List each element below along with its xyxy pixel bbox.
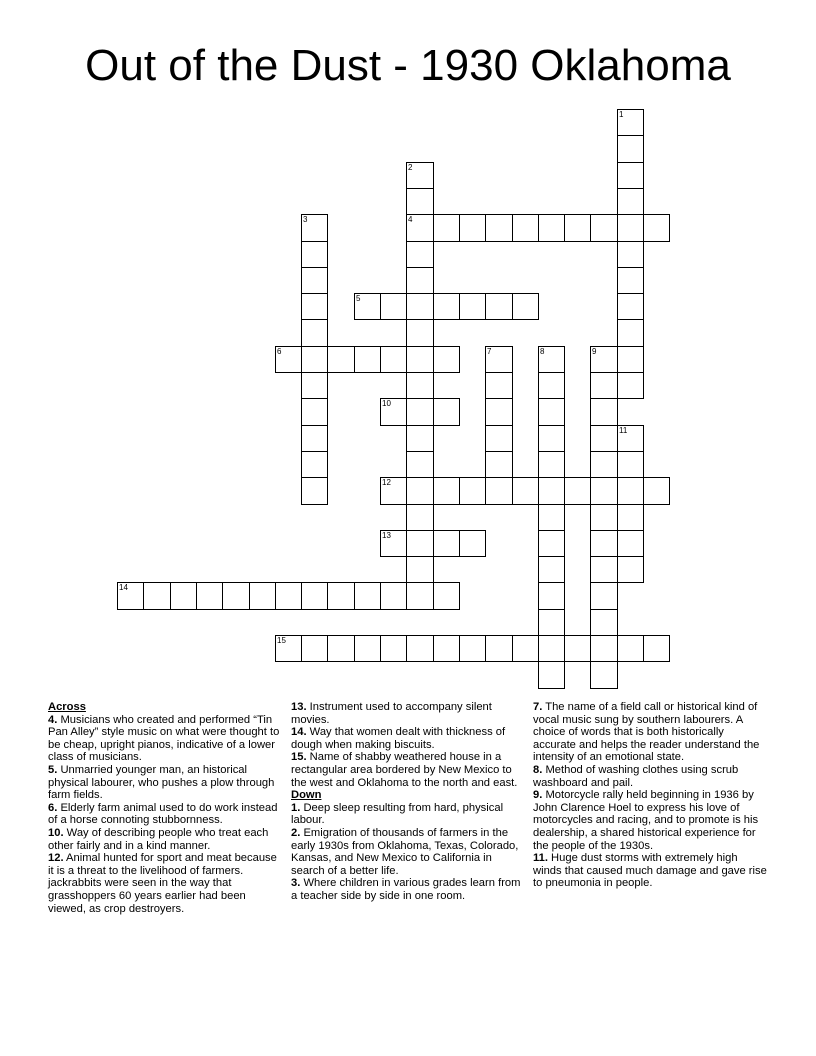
- grid-cell[interactable]: [301, 477, 328, 505]
- grid-cell[interactable]: [459, 477, 486, 505]
- grid-cell[interactable]: [406, 372, 434, 399]
- clue-number-label: 15: [277, 636, 286, 645]
- grid-cell[interactable]: [406, 425, 434, 452]
- grid-cell[interactable]: [117, 582, 144, 610]
- grid-cell[interactable]: [617, 504, 644, 531]
- grid-cell[interactable]: [433, 635, 460, 662]
- grid-cell[interactable]: [249, 582, 276, 610]
- clue-number-label: 7: [487, 347, 492, 356]
- clue-item: [291, 802, 527, 827]
- clue-text: Way of describing people who treat each other fairly and in a kind manner.: [48, 826, 269, 852]
- grid-cell[interactable]: [617, 635, 644, 662]
- clue-number: 5.: [48, 763, 58, 776]
- grid-cell[interactable]: [275, 582, 302, 610]
- grid-cell[interactable]: [485, 477, 513, 505]
- clue-list: [291, 802, 527, 903]
- grid-cell[interactable]: [380, 346, 407, 373]
- grid-cell[interactable]: [590, 582, 618, 610]
- grid-cell[interactable]: [380, 635, 407, 662]
- grid-cell[interactable]: [301, 293, 328, 320]
- grid-cell[interactable]: [406, 504, 434, 531]
- grid-cell[interactable]: [380, 293, 407, 320]
- clue-number-label: 8: [540, 347, 545, 356]
- grid-cell[interactable]: [485, 425, 513, 452]
- grid-cell[interactable]: [590, 346, 618, 373]
- clue-number-label: 10: [382, 399, 391, 408]
- grid-cell[interactable]: [406, 556, 434, 583]
- grid-cell[interactable]: [301, 582, 328, 610]
- grid-cell[interactable]: [406, 451, 434, 478]
- clue-list: [533, 701, 769, 890]
- grid-cell[interactable]: [590, 609, 618, 636]
- grid-cell[interactable]: [617, 477, 644, 505]
- clue-number: 7.: [533, 701, 543, 713]
- clue-number: 1.: [291, 801, 301, 814]
- clue-item: [48, 802, 284, 827]
- clue-number: 15.: [291, 751, 307, 764]
- grid-cell[interactable]: [406, 398, 434, 426]
- clue-item: [533, 852, 769, 890]
- clue-text: Motorcycle rally held beginning in 1936 by John Clarence Hoel to express his love of motorcycles and racing, and to promote is his dealership, a shared historical experience for the people of the 1930s.: [533, 789, 759, 852]
- grid-cell[interactable]: [617, 530, 644, 557]
- grid-cell[interactable]: [433, 582, 460, 610]
- grid-cell[interactable]: [590, 635, 618, 662]
- grid-cell[interactable]: [564, 477, 591, 505]
- clue-number-label: 2: [408, 163, 413, 172]
- grid-cell[interactable]: [354, 346, 381, 373]
- clue-text: Method of washing clothes using scrub washboard and pail.: [533, 763, 739, 789]
- clue-number: 4.: [48, 713, 58, 726]
- grid-cell[interactable]: [301, 241, 328, 268]
- clue-item: [48, 827, 284, 852]
- grid-cell[interactable]: [538, 582, 565, 610]
- clue-text: Huge dust storms with extremely high winds that caused much damage and gave rise to pneumonia in people.: [533, 852, 767, 890]
- clue-item: [291, 877, 527, 902]
- grid-cell[interactable]: [590, 661, 618, 689]
- grid-cell[interactable]: [538, 398, 565, 426]
- grid-cell[interactable]: [643, 477, 670, 505]
- grid-cell[interactable]: [406, 267, 434, 294]
- grid-cell[interactable]: [354, 293, 381, 320]
- clue-number: 12.: [48, 852, 64, 865]
- grid-cell[interactable]: [590, 372, 618, 399]
- grid-cell[interactable]: [485, 398, 513, 426]
- puzzle-title: Out of the Dust - 1930 Oklahoma: [85, 41, 731, 90]
- clue-text: Deep sleep resulting from hard, physical labour.: [291, 801, 504, 827]
- grid-cell[interactable]: [301, 425, 328, 452]
- clue-number-label: 14: [119, 583, 128, 592]
- clue-item: [48, 714, 284, 764]
- grid-cell[interactable]: [433, 214, 460, 242]
- grid-cell[interactable]: [196, 582, 223, 610]
- grid-cell[interactable]: [538, 556, 565, 583]
- clue-number-label: 3: [303, 215, 308, 224]
- grid-cell[interactable]: [433, 346, 460, 373]
- grid-cell[interactable]: [222, 582, 250, 610]
- clue-text: The name of a field call or historical kind of vocal music sung by southern labourers. A choice of words that is both historically accurate and helps the reader understand the intensity of an emotional state.: [533, 701, 760, 764]
- grid-cell[interactable]: [406, 188, 434, 215]
- grid-cell[interactable]: [406, 319, 434, 347]
- clue-number: 2.: [291, 826, 301, 839]
- grid-cell[interactable]: [406, 214, 434, 242]
- grid-cell[interactable]: [275, 635, 302, 662]
- across-heading: Across: [48, 701, 86, 713]
- grid-cell[interactable]: [617, 214, 644, 242]
- clue-item: [533, 701, 769, 764]
- clue-item: [291, 701, 527, 726]
- grid-cell[interactable]: [485, 451, 513, 478]
- clue-number: 6.: [48, 801, 58, 814]
- grid-cell[interactable]: [354, 582, 381, 610]
- clue-number: 14.: [291, 726, 307, 739]
- clue-column-1: [48, 701, 284, 915]
- grid-cell[interactable]: [406, 293, 434, 320]
- grid-cell[interactable]: [512, 635, 539, 662]
- grid-cell[interactable]: [143, 582, 171, 610]
- grid-cell[interactable]: [590, 214, 618, 242]
- grid-cell[interactable]: [380, 477, 407, 505]
- grid-cell[interactable]: [459, 635, 486, 662]
- clue-text: Elderly farm animal used to do work instead of a horse connoting stubbornness.: [48, 801, 278, 827]
- grid-cell[interactable]: [590, 530, 618, 557]
- clue-number-label: 13: [382, 531, 391, 540]
- grid-cell[interactable]: [327, 635, 355, 662]
- grid-cell[interactable]: [380, 582, 407, 610]
- grid-cell[interactable]: [459, 214, 486, 242]
- grid-cell[interactable]: [564, 635, 591, 662]
- grid-cell[interactable]: [433, 530, 460, 557]
- grid-cell[interactable]: [512, 214, 539, 242]
- clue-text: Emigration of thousands of farmers in the early 1930s from Oklahoma, Texas, Colorado, Kansas, and New Mexico to California in search of a better life.: [291, 826, 519, 877]
- clue-item: [48, 852, 284, 915]
- grid-cell[interactable]: [301, 267, 328, 294]
- grid-cell[interactable]: [406, 635, 434, 662]
- grid-cell[interactable]: [617, 109, 644, 136]
- grid-cell[interactable]: [617, 319, 644, 347]
- grid-cell[interactable]: [617, 162, 644, 189]
- grid-cell[interactable]: [433, 293, 460, 320]
- clue-number-label: 9: [592, 347, 597, 356]
- clue-number: 8.: [533, 763, 543, 776]
- grid-cell[interactable]: [538, 451, 565, 478]
- grid-cell[interactable]: [538, 346, 565, 373]
- grid-cell[interactable]: [590, 425, 618, 452]
- clue-text: Musicians who created and performed “Tin Pan Alley” style music on what were thought to be cheap, upright pianos, indicative of a lower class of musicians.: [48, 713, 280, 764]
- grid-cell[interactable]: [406, 477, 434, 505]
- grid-cell[interactable]: [380, 530, 407, 557]
- clue-text: Unmarried younger man, an historical physical labourer, who pushes a plow through farm fields.: [48, 763, 275, 802]
- grid-cell[interactable]: [590, 556, 618, 583]
- grid-cell[interactable]: [590, 504, 618, 531]
- grid-cell[interactable]: [617, 556, 644, 583]
- grid-cell[interactable]: [538, 635, 565, 662]
- down-heading: Down: [291, 789, 322, 802]
- grid-cell[interactable]: [485, 214, 513, 242]
- grid-cell[interactable]: [617, 135, 644, 163]
- grid-cell[interactable]: [538, 530, 565, 557]
- grid-cell[interactable]: [459, 293, 486, 320]
- clue-number: 3.: [291, 877, 301, 890]
- grid-cell[interactable]: [538, 661, 565, 689]
- grid-cell[interactable]: [538, 477, 565, 505]
- grid-cell[interactable]: [590, 477, 618, 505]
- grid-cell[interactable]: [354, 635, 381, 662]
- grid-cell[interactable]: [406, 162, 434, 189]
- grid-cell[interactable]: [406, 346, 434, 373]
- grid-cell[interactable]: [617, 267, 644, 294]
- grid-cell[interactable]: [327, 346, 355, 373]
- grid-cell[interactable]: [617, 241, 644, 268]
- grid-cell[interactable]: [170, 582, 197, 610]
- clue-number-label: 12: [382, 478, 391, 487]
- grid-cell[interactable]: [538, 609, 565, 636]
- grid-cell[interactable]: [538, 504, 565, 531]
- grid-cell[interactable]: [512, 477, 539, 505]
- clue-item: [291, 726, 527, 751]
- grid-cell[interactable]: [485, 635, 513, 662]
- grid-cell[interactable]: [380, 398, 407, 426]
- clue-item: [291, 751, 527, 789]
- clue-number: 11.: [533, 852, 548, 865]
- clue-text: Animal hunted for sport and meat because it is a threat to the livelihood of farmers. jackrabbits were seen in the way that grasshoppers 60 years earlier had been viewed, as crop destroyers.: [48, 852, 277, 915]
- clue-item: [291, 827, 527, 877]
- grid-cell[interactable]: [617, 188, 644, 215]
- grid-cell[interactable]: [617, 346, 644, 373]
- grid-cell[interactable]: [406, 241, 434, 268]
- clue-text: Way that women dealt with thickness of dough when making biscuits.: [291, 726, 506, 751]
- clue-number-label: 5: [356, 294, 361, 303]
- grid-cell[interactable]: [433, 477, 460, 505]
- clue-text: Instrument used to accompany silent movies.: [291, 701, 492, 726]
- grid-cell[interactable]: [406, 582, 434, 610]
- clue-list: [291, 701, 527, 789]
- clue-item: [533, 789, 769, 852]
- grid-cell[interactable]: [301, 319, 328, 347]
- grid-cell[interactable]: [485, 293, 513, 320]
- grid-cell[interactable]: [564, 214, 591, 242]
- grid-cell[interactable]: [433, 398, 460, 426]
- clue-number: 9.: [533, 789, 543, 802]
- grid-cell[interactable]: [485, 346, 513, 373]
- grid-cell[interactable]: [512, 293, 539, 320]
- clue-number-label: 11: [619, 426, 628, 435]
- clue-text: Name of shabby weathered house in a rectangular area bordered by New Mexico to the west and Oklahoma to the north and east.: [291, 751, 518, 789]
- clue-number-label: 1: [619, 110, 624, 119]
- clue-column-3: [533, 701, 769, 890]
- clue-text: Where children in various grades learn from a teacher side by side in one room.: [291, 877, 521, 902]
- clue-column-2: [291, 701, 527, 903]
- grid-cell[interactable]: [406, 530, 434, 557]
- grid-cell[interactable]: [301, 214, 328, 242]
- clue-number-label: 6: [277, 347, 282, 356]
- grid-cell[interactable]: [538, 214, 565, 242]
- grid-cell[interactable]: [485, 372, 513, 399]
- grid-cell[interactable]: [301, 635, 328, 662]
- clue-item: [48, 764, 284, 802]
- grid-cell[interactable]: [301, 451, 328, 478]
- grid-cell[interactable]: [538, 425, 565, 452]
- grid-cell[interactable]: [590, 398, 618, 426]
- grid-cell[interactable]: [301, 398, 328, 426]
- clue-number: 13.: [291, 701, 307, 713]
- grid-cell[interactable]: [459, 530, 486, 557]
- grid-cell[interactable]: [617, 372, 644, 399]
- grid-cell[interactable]: [617, 451, 644, 478]
- grid-cell[interactable]: [643, 635, 670, 662]
- grid-cell[interactable]: [617, 425, 644, 452]
- clue-item: [533, 764, 769, 789]
- clue-list: [48, 714, 284, 916]
- grid-cell[interactable]: [301, 372, 328, 399]
- grid-cell[interactable]: [590, 451, 618, 478]
- clue-number-label: 4: [408, 215, 413, 224]
- clue-number: 10.: [48, 826, 64, 839]
- grid-cell[interactable]: [301, 346, 328, 373]
- grid-cell[interactable]: [643, 214, 670, 242]
- grid-cell[interactable]: [275, 346, 302, 373]
- grid-cell[interactable]: [617, 293, 644, 320]
- grid-cell[interactable]: [538, 372, 565, 399]
- grid-cell[interactable]: [327, 582, 355, 610]
